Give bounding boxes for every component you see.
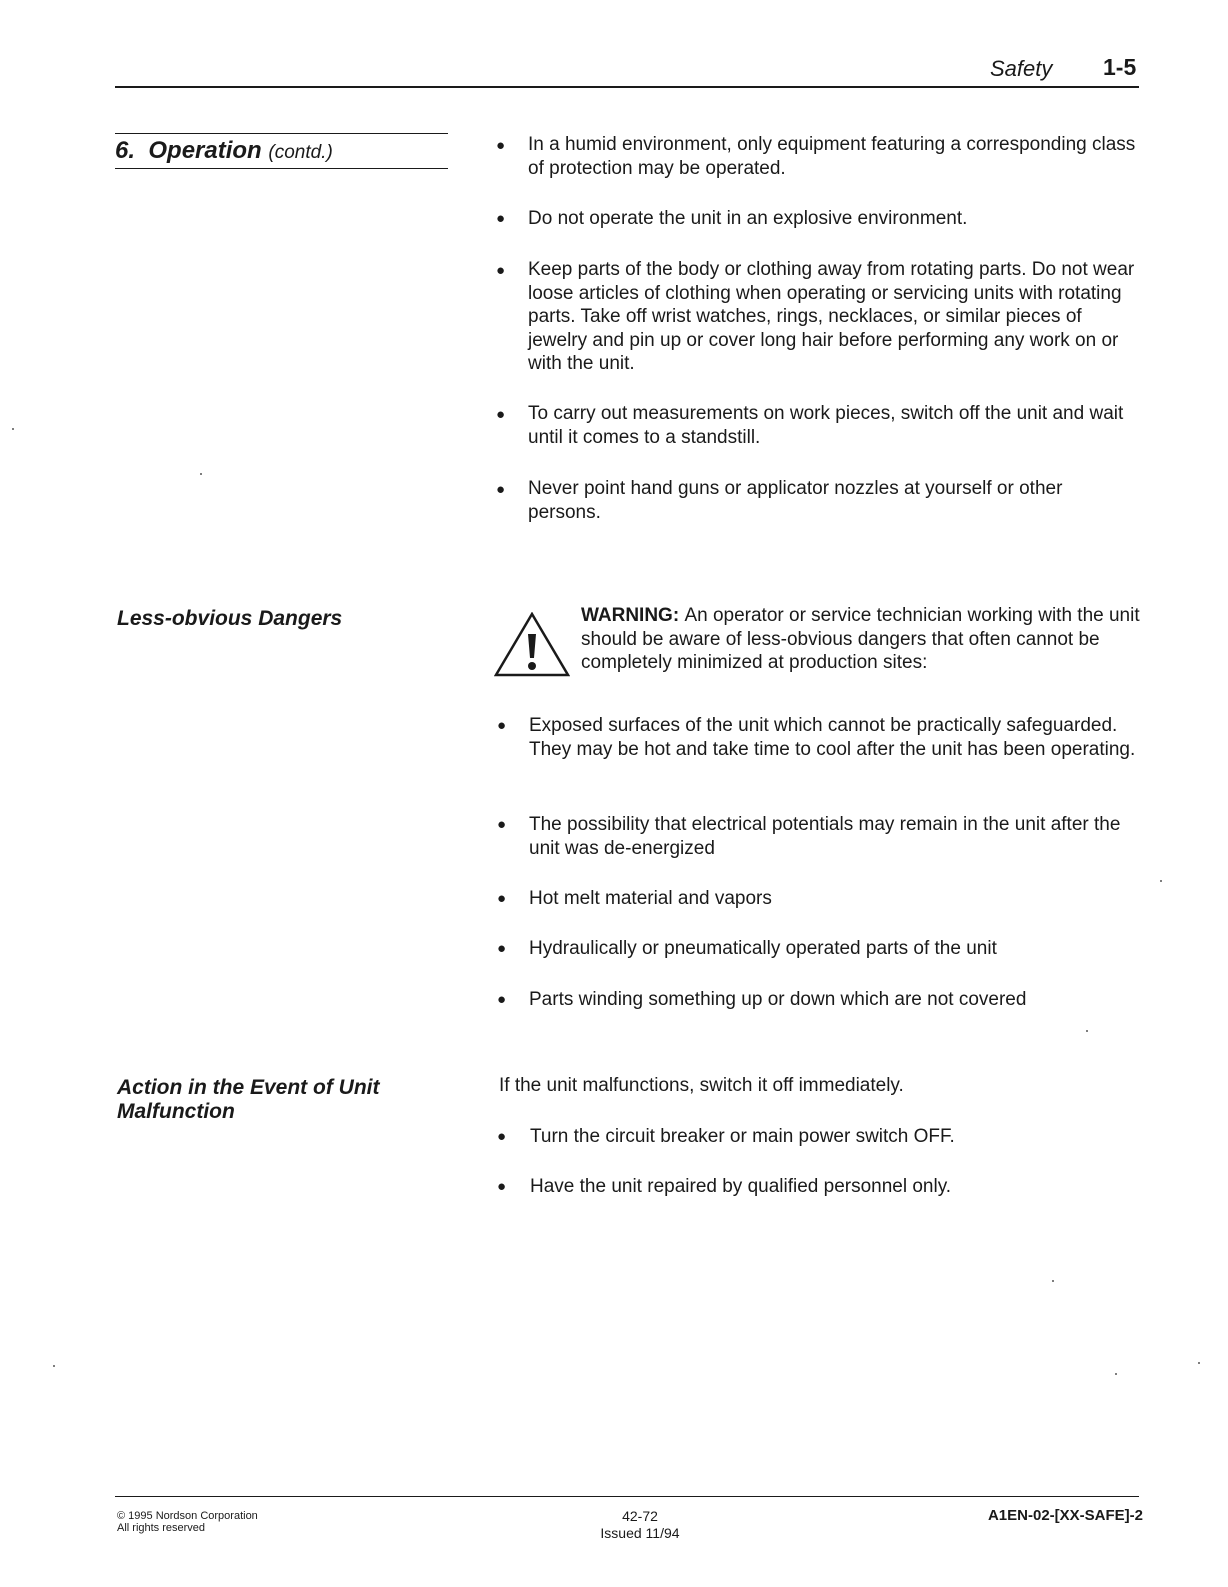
section-suffix: (contd.) bbox=[268, 142, 333, 163]
scan-speck bbox=[12, 428, 14, 430]
bullet-icon: ● bbox=[496, 137, 506, 154]
list-item: Do not operate the unit in an explosive environment. bbox=[528, 208, 968, 229]
malfunction-intro: If the unit malfunctions, switch it off immediately. bbox=[499, 1075, 904, 1096]
less-obvious-heading: Less-obvious Dangers bbox=[117, 607, 343, 630]
header-rule bbox=[115, 86, 1139, 88]
bullet-icon: ● bbox=[497, 890, 507, 907]
scan-speck bbox=[1160, 880, 1162, 882]
scan-speck bbox=[53, 1365, 55, 1367]
list-item: Parts winding something up or down which are not covered bbox=[529, 989, 1027, 1010]
list-item: Have the unit repaired by qualified personnel only. bbox=[530, 1176, 952, 1197]
footer-doc-number: 42-72 bbox=[622, 1508, 658, 1524]
footer-copyright: © 1995 Nordson Corporation bbox=[117, 1510, 258, 1522]
bullet-icon: ● bbox=[497, 940, 507, 957]
bullet-icon: ● bbox=[497, 1128, 507, 1145]
bullet-icon: ● bbox=[496, 406, 506, 423]
warning-label: WARNING: bbox=[581, 605, 680, 626]
warning-text: An operator or service technician working with the unit should be aware of less-obvious dangers that often cannot be completely minimized at production sites: bbox=[581, 605, 1140, 673]
list-item: Never point hand guns or applicator nozzles at yourself or other persons. bbox=[528, 478, 1063, 523]
list-item: To carry out measurements on work pieces, switch off the unit and wait until it comes to a standstill. bbox=[528, 403, 1124, 448]
list-item: Hot melt material and vapors bbox=[529, 888, 772, 909]
list-item: Exposed surfaces of the unit which cannot be practically safeguarded. They may be hot and take time to cool after the unit has been operating. bbox=[529, 715, 1136, 760]
warning-triangle-icon bbox=[494, 612, 570, 678]
section-number: 6. bbox=[115, 137, 136, 164]
malfunction-heading-line2: Malfunction bbox=[117, 1100, 235, 1123]
bullet-icon: ● bbox=[497, 991, 507, 1008]
list-item: Turn the circuit breaker or main power switch OFF. bbox=[530, 1126, 955, 1147]
footer-code: A1EN-02-[XX-SAFE]-2 bbox=[987, 1507, 1143, 1524]
footer-rule bbox=[115, 1496, 1139, 1497]
section-name: Operation bbox=[148, 137, 262, 164]
footer-doc-block bbox=[560, 1508, 720, 1542]
footer-issued: Issued 11/94 bbox=[600, 1525, 680, 1541]
scan-speck bbox=[1052, 1280, 1054, 1282]
list-item: In a humid environment, only equipment featuring a corresponding class of protection may be operated. bbox=[528, 134, 1136, 179]
footer-rights: All rights reserved bbox=[117, 1522, 206, 1534]
header-page-number: 1-5 bbox=[1103, 54, 1137, 80]
bullet-icon: ● bbox=[497, 816, 507, 833]
footer-copyright-block bbox=[117, 1510, 258, 1534]
warning-paragraph bbox=[581, 604, 1141, 675]
malfunction-heading-line1: Action in the Event of Unit bbox=[117, 1076, 380, 1099]
section-title-box bbox=[115, 133, 448, 169]
bullet-icon: ● bbox=[496, 262, 506, 279]
bullet-icon: ● bbox=[497, 717, 507, 734]
header-section-title: Safety bbox=[990, 56, 1053, 81]
scan-speck bbox=[1115, 1373, 1117, 1375]
section-title bbox=[115, 137, 333, 165]
scan-speck bbox=[200, 473, 202, 475]
bullet-icon: ● bbox=[496, 210, 506, 227]
scan-speck bbox=[1086, 1030, 1088, 1032]
bullet-icon: ● bbox=[496, 481, 506, 498]
scan-speck bbox=[1198, 1362, 1200, 1364]
bullet-icon: ● bbox=[497, 1178, 507, 1195]
list-item: The possibility that electrical potentials may remain in the unit after the unit was de-energized bbox=[529, 814, 1121, 859]
malfunction-heading bbox=[117, 1076, 437, 1124]
list-item: Keep parts of the body or clothing away from rotating parts. Do not wear loose articles of clothing when operating or servicing units with rotating parts. Take off wrist watches, rings, necklaces, or similar pieces of jewelry and pin up or cover long hair before performing any work on or with the unit. bbox=[528, 259, 1135, 374]
list-item: Hydraulically or pneumatically operated parts of the unit bbox=[529, 938, 997, 959]
